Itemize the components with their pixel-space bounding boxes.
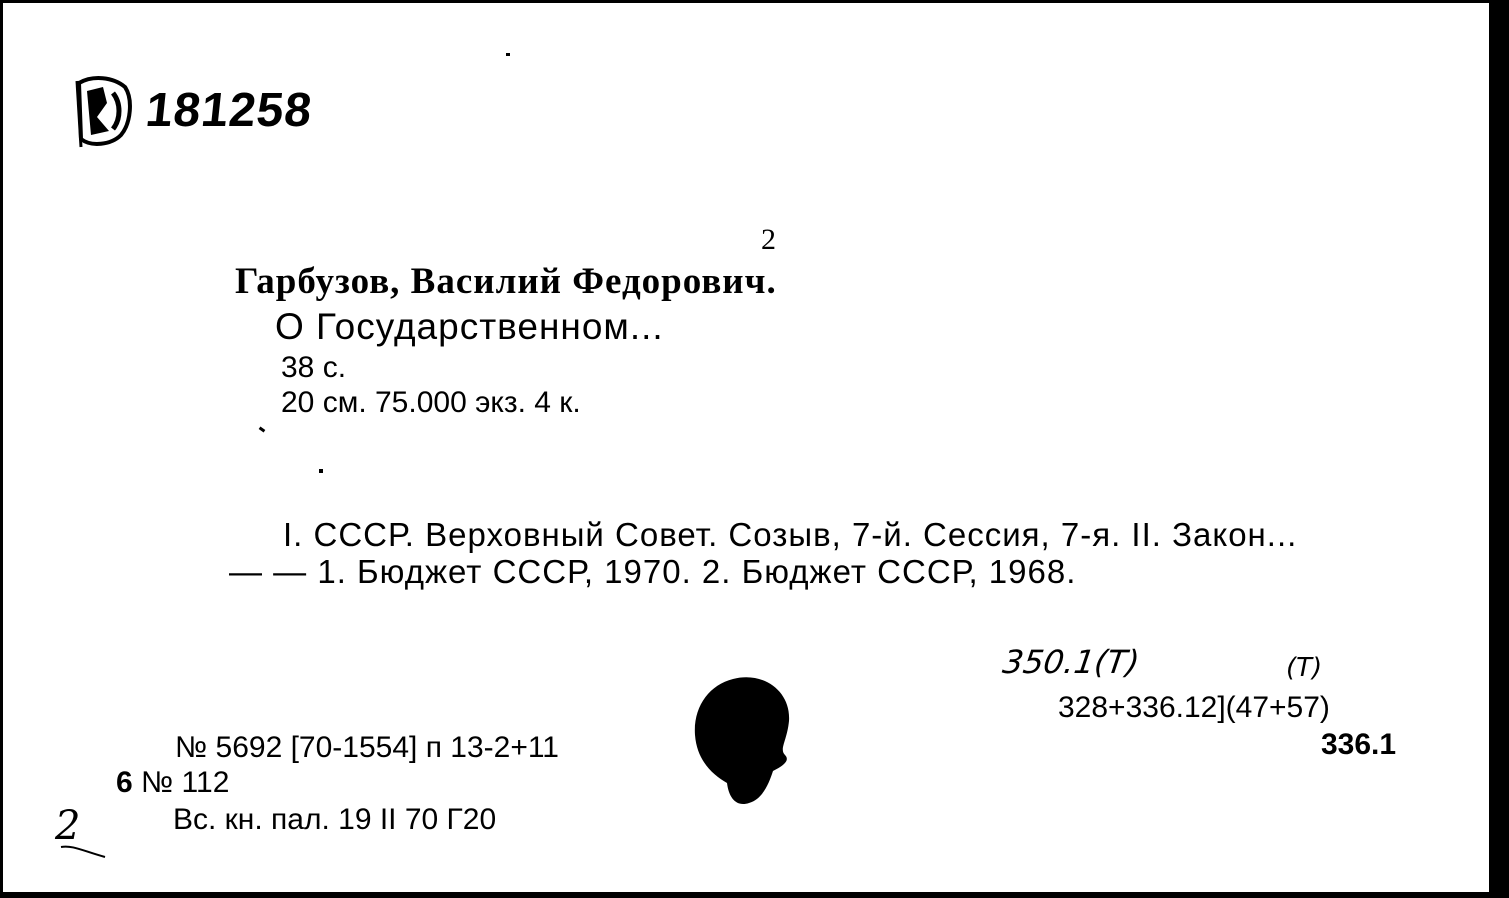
classification-short: 336.1 <box>1321 728 1397 761</box>
subject-headings-line-1: I. СССР. Верховный Совет. Созыв, 7-й. Сессия, 7-я. II. Закон... <box>283 516 1298 553</box>
ink-blot <box>693 671 803 811</box>
volume-marker: 2 <box>761 223 776 256</box>
book-title: О Государственном... <box>275 306 664 347</box>
page-count: 38 с. <box>281 351 347 384</box>
subject-headings-line-2: — — 1. Бюджет СССР, 1970. 2. Бюджет СССР, 1968. <box>229 553 1077 590</box>
handwritten-underline <box>59 841 109 861</box>
catalog-card <box>3 3 1497 892</box>
handwritten-classification: 350.1(Т) <box>1000 643 1142 681</box>
card-number-prefix: 6 <box>116 766 133 799</box>
physical-description: 20 см. 75.000 экз. 4 к. <box>281 386 581 419</box>
printing-info: Вс. кн. пал. 19 II 70 Г20 <box>173 803 497 836</box>
ink-speck <box>506 53 510 56</box>
ink-speck <box>259 427 266 433</box>
classification-number: 328+336.12](47+57) <box>1058 691 1330 724</box>
order-info: № 5692 [70-1554] п 13-2+11 <box>175 731 559 764</box>
ink-speck <box>319 469 323 473</box>
inventory-number: 181258 <box>143 84 315 137</box>
card-number-value: № 112 <box>141 766 230 799</box>
author-heading: Гарбузов, Василий Федорович. <box>235 261 777 302</box>
handwritten-mark: (Т) <box>1286 653 1323 683</box>
library-stamp-icon <box>73 73 133 149</box>
handwritten-note: 2 <box>55 803 81 849</box>
card-number <box>116 766 229 800</box>
